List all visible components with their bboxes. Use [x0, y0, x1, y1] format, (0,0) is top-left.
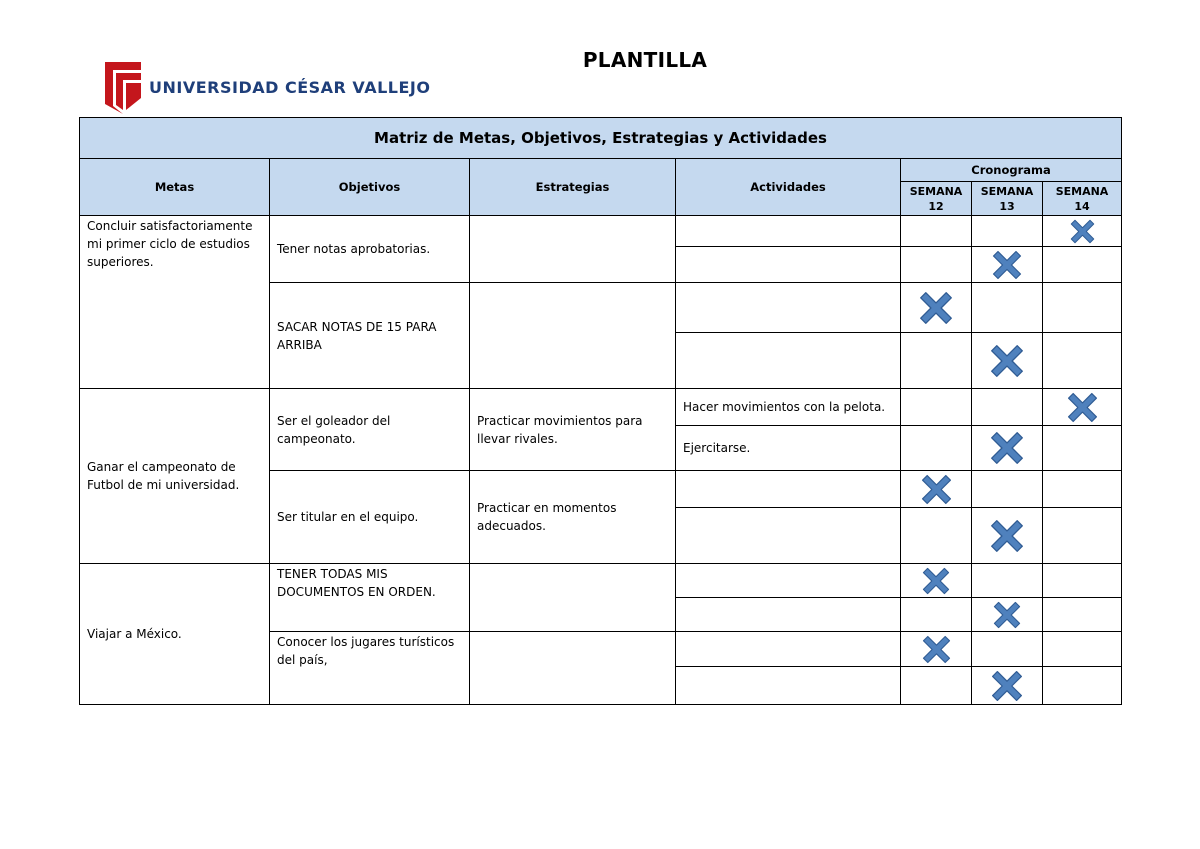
meta-cell: Concluir satisfactoriamente mi primer ciclo de estudios superiores. [80, 216, 270, 389]
schedule-cell [901, 632, 972, 667]
column-header-semana-13: SEMANA 13 [972, 182, 1043, 216]
estrategia-cell: Practicar movimientos para llevar rivales. [470, 389, 676, 471]
column-header-metas: Metas [80, 159, 270, 216]
x-mark-icon [990, 519, 1024, 553]
schedule-cell [972, 247, 1043, 283]
objetivo-cell: Conocer los jugares turísticos del país, [270, 632, 470, 705]
actividad-cell [676, 247, 901, 283]
schedule-cell [972, 426, 1043, 471]
schedule-cell [1043, 247, 1122, 283]
schedule-cell [901, 508, 972, 564]
column-header-actividades: Actividades [676, 159, 901, 216]
schedule-cell [901, 564, 972, 598]
schedule-cell [901, 216, 972, 247]
objetivo-cell: Tener notas aprobatorias. [270, 216, 470, 283]
actividad-cell [676, 564, 901, 598]
x-mark-icon [991, 670, 1023, 702]
column-header-semana-14: SEMANA 14 [1043, 182, 1122, 216]
university-logo [103, 60, 431, 116]
actividad-cell: Hacer movimientos con la pelota. [676, 389, 901, 426]
schedule-cell [972, 667, 1043, 705]
schedule-cell [1043, 283, 1122, 333]
estrategia-cell: Practicar en momentos adecuados. [470, 471, 676, 564]
meta-cell: Ganar el campeonato de Futbol de mi universidad. [80, 389, 270, 564]
objetivo-cell: SACAR NOTAS DE 15 PARA ARRIBA [270, 283, 470, 389]
objetivo-cell: Ser titular en el equipo. [270, 471, 470, 564]
column-header-estrategias: Estrategias [470, 159, 676, 216]
schedule-cell [1043, 216, 1122, 247]
column-header-semana-12: SEMANA 12 [901, 182, 972, 216]
column-header-cronograma: Cronograma [901, 159, 1122, 182]
x-mark-icon [919, 291, 953, 325]
schedule-cell [972, 508, 1043, 564]
schedule-cell [972, 216, 1043, 247]
actividad-cell [676, 471, 901, 508]
schedule-cell [972, 564, 1043, 598]
schedule-cell [1043, 632, 1122, 667]
schedule-cell [901, 598, 972, 632]
objetivo-cell: TENER TODAS MIS DOCUMENTOS EN ORDEN. [270, 564, 470, 632]
schedule-cell [1043, 471, 1122, 508]
schedule-cell [901, 426, 972, 471]
matrix-title: Matriz de Metas, Objetivos, Estrategias y Actividades [80, 118, 1122, 159]
schedule-cell [901, 333, 972, 389]
schedule-cell [901, 283, 972, 333]
university-shield-icon [103, 60, 143, 116]
schedule-cell [972, 632, 1043, 667]
schedule-cell [1043, 508, 1122, 564]
schedule-cell [1043, 598, 1122, 632]
university-name: UNIVERSIDAD CÉSAR VALLEJO [149, 78, 431, 97]
schedule-cell [1043, 667, 1122, 705]
actividad-cell [676, 333, 901, 389]
estrategia-cell [470, 216, 676, 283]
schedule-cell [901, 667, 972, 705]
schedule-cell [901, 247, 972, 283]
x-mark-icon [990, 344, 1024, 378]
actividad-cell [676, 667, 901, 705]
schedule-cell [972, 471, 1043, 508]
actividad-cell [676, 216, 901, 247]
schedule-cell [901, 471, 972, 508]
schedule-cell [972, 333, 1043, 389]
schedule-cell [1043, 389, 1122, 426]
actividad-cell: Ejercitarse. [676, 426, 901, 471]
schedule-cell [901, 389, 972, 426]
schedule-cell [1043, 333, 1122, 389]
x-mark-icon [922, 635, 951, 664]
column-header-objetivos: Objetivos [270, 159, 470, 216]
estrategia-cell [470, 632, 676, 705]
schedule-cell [972, 598, 1043, 632]
actividad-cell [676, 508, 901, 564]
schedule-cell [1043, 564, 1122, 598]
schedule-cell [972, 283, 1043, 333]
x-mark-icon [921, 474, 952, 505]
meta-cell: Viajar a México. [80, 564, 270, 705]
actividad-cell [676, 598, 901, 632]
goals-matrix-table [79, 117, 1122, 705]
x-mark-icon [1067, 392, 1098, 423]
estrategia-cell [470, 564, 676, 632]
page-title: PLANTILLA [582, 48, 708, 72]
x-mark-icon [990, 431, 1024, 465]
x-mark-icon [992, 250, 1022, 280]
actividad-cell [676, 283, 901, 333]
x-mark-icon [1070, 219, 1095, 244]
x-mark-icon [922, 567, 950, 595]
objetivo-cell: Ser el goleador del campeonato. [270, 389, 470, 471]
estrategia-cell [470, 283, 676, 389]
x-mark-icon [993, 601, 1021, 629]
schedule-cell [972, 389, 1043, 426]
actividad-cell [676, 632, 901, 667]
schedule-cell [1043, 426, 1122, 471]
